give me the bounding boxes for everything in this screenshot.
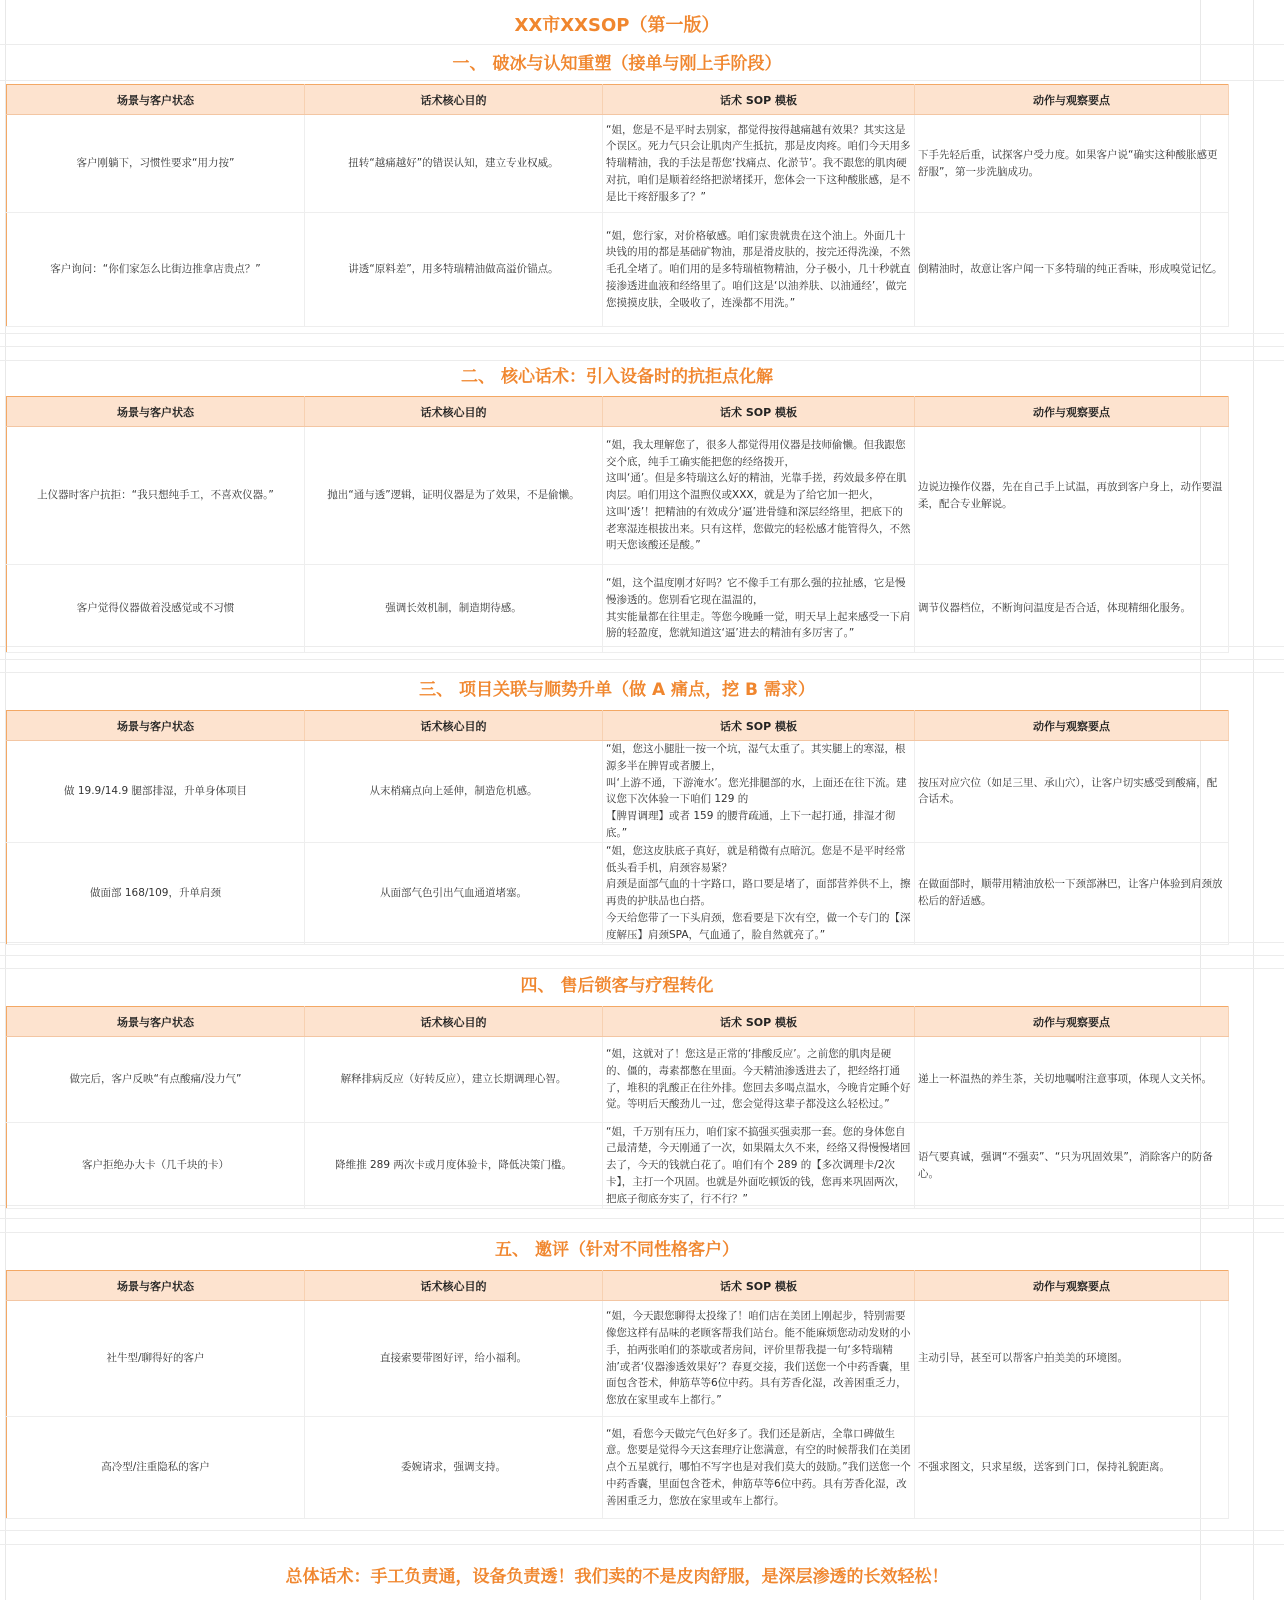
action-cell[interactable]: 下手先轻后重，试探客户受力度。如果客户说“确实这种酸胀感更舒服”，第一步洗脑成功。 (915, 115, 1229, 213)
column-header: 话术核心目的 (305, 397, 603, 427)
scene-cell[interactable]: 客户觉得仪器做着没感觉或不习惯 (7, 565, 305, 653)
script-cell[interactable]: “姐，今天跟您聊得太投缘了！咱们店在美团上刚起步，特别需要像您这样有品味的老顾客帮我们站台。能不能麻烦您动动发财的小手，拍两张咱们的茶歇或者房间，评价里帮我提一句‘多特瑞精油’或者‘仪器渗透效果好’？春夏交接，我们送您一个中药香囊，里面包含苍术，伸筋草等6位中药。具有芳香化湿，改善困重乏力，您放在家里或车上都行。” (603, 1301, 915, 1417)
column-header: 话术核心目的 (305, 1271, 603, 1301)
table-row (7, 427, 1229, 565)
column-header: 话术核心目的 (305, 85, 603, 115)
action-cell[interactable]: 语气要真诚，强调“不强卖”、“只为巩固效果”，消除客户的防备心。 (915, 1123, 1229, 1209)
column-header: 场景与客户状态 (7, 397, 305, 427)
purpose-cell[interactable]: 直接索要带图好评，给小福利。 (305, 1301, 603, 1417)
table-row (7, 1417, 1229, 1519)
scene-cell[interactable]: 做面部 168/109，升单肩颈 (7, 842, 305, 944)
section-title: 一、 破冰与认知重塑（接单与刚上手阶段） (452, 54, 782, 74)
column-header: 话术 SOP 模板 (603, 85, 915, 115)
section-table (6, 1006, 1229, 1209)
grid-line (0, 659, 1284, 660)
grid-line (0, 346, 1284, 347)
table-row (7, 115, 1229, 213)
grid-line (0, 968, 1284, 969)
script-cell[interactable]: “姐，看您今天做完气色好多了。我们还是新店，全靠口碑做生意。您要是觉得今天这套理疗让您满意，有空的时候帮我们在美团点个五星就行，哪怕不写字也是对我们莫大的鼓励。”我们送您一个中药香囊，里面包含苍术，伸筋草等6位中药。具有芳香化湿，改善困重乏力，您放在家里或车上都行。 (603, 1417, 915, 1519)
scene-cell[interactable]: 上仪器时客户抗拒：“我只想纯手工，不喜欢仪器。” (7, 427, 305, 565)
table-row (7, 1123, 1229, 1209)
script-cell[interactable]: “姐，您是不是平时去别家，都觉得按得越痛越有效果？其实这是个误区。死力气只会让肌肉产生抵抗，那是皮肉疼。咱们今天用多特瑞精油，我的手法是帮您‘找痛点、化淤节’。我不跟您的肌肉硬对抗，咱们是顺着经络把淤堵揉开，您体会一下这种酸胀感，是不是比干疼舒服多了？” (603, 115, 915, 213)
action-cell[interactable]: 调节仪器档位，不断询问温度是否合适，体现精细化服务。 (915, 565, 1229, 653)
grid-line (0, 955, 1284, 956)
script-cell[interactable]: “姐，您这皮肤底子真好，就是稍微有点暗沉。您是不是平时经常低头看手机，肩颈容易紧？ 肩颈是面部气血的十字路口，路口要是堵了，面部营养供不上，擦再贵的护肤品也白搭。 今天给您带了一下头肩颈，您看要是下次有空，做一个专门的【深度解压】肩颈SPA，气血通了，脸自然就亮了。” (603, 842, 915, 944)
column-header: 话术 SOP 模板 (603, 711, 915, 741)
action-cell[interactable]: 主动引导，甚至可以帮客户拍美美的环境图。 (915, 1301, 1229, 1417)
section-title: 二、 核心话术：引入设备时的抗拒点化解 (461, 367, 773, 387)
grid-line (0, 672, 1284, 673)
action-cell[interactable]: 在做面部时，顺带用精油放松一下颈部淋巴，让客户体验到肩颈放松后的舒适感。 (915, 842, 1229, 944)
column-header: 场景与客户状态 (7, 1271, 305, 1301)
script-cell[interactable]: “姐，这个温度刚才好吗？它不像手工有那么强的拉扯感，它是慢慢渗透的。您别看它现在温温的， 其实能量都在往里走。等您今晚睡一觉，明天早上起来感受一下肩膀的轻盈度，您就知道这‘逼’进去的精油有多厉害了。” (603, 565, 915, 653)
scene-cell[interactable]: 做完后，客户反映“有点酸痛/没力气” (7, 1037, 305, 1123)
table-row (7, 1037, 1229, 1123)
action-cell[interactable]: 不强求图文，只求星级，送客到门口，保持礼貌距离。 (915, 1417, 1229, 1519)
column-header: 场景与客户状态 (7, 1007, 305, 1037)
scene-cell[interactable]: 客户拒绝办大卡（几千块的卡） (7, 1123, 305, 1209)
grid-line (0, 1530, 1284, 1531)
table-header-row (7, 711, 1229, 741)
column-header: 动作与观察要点 (915, 397, 1229, 427)
column-header: 动作与观察要点 (915, 1007, 1229, 1037)
table-row (7, 1301, 1229, 1417)
section-table (6, 84, 1229, 327)
action-cell[interactable]: 边说边操作仪器，先在自己手上试温，再放到客户身上，动作要温柔，配合专业解说。 (915, 427, 1229, 565)
table-header-row (7, 1007, 1229, 1037)
grid-line (0, 360, 1284, 361)
column-header: 动作与观察要点 (915, 85, 1229, 115)
purpose-cell[interactable]: 委婉请求，强调支持。 (305, 1417, 603, 1519)
section-table (6, 710, 1229, 945)
script-cell[interactable]: “姐，这就对了！您这是正常的‘排酸反应’。之前您的肌肉是硬的、僵的，毒素都憋在里面。今天精油渗透进去了，把经络打通了，堆积的乳酸正在往外排。您回去多喝点温水，今晚肯定睡个好觉。等明后天酸劲儿一过，您会觉得这辈子都没这么轻松过。” (603, 1037, 915, 1123)
purpose-cell[interactable]: 抛出“通与透”逻辑，证明仪器是为了效果，不是偷懒。 (305, 427, 603, 565)
column-header: 话术核心目的 (305, 1007, 603, 1037)
table-row (7, 842, 1229, 944)
column-header: 话术 SOP 模板 (603, 1271, 915, 1301)
grid-line (0, 80, 1284, 81)
purpose-cell[interactable]: 解释排病反应（好转反应），建立长期调理心智。 (305, 1037, 603, 1123)
script-cell[interactable]: “姐，千万别有压力，咱们家不搞强买强卖那一套。您的身体您自己最清楚，今天刚通了一次，如果隔太久不来，经络又得慢慢堵回去了，今天的钱就白花了。咱们有个 289 的【多次调理卡/2次卡】，主打一个巩固。也就是外面吃顿饭的钱，您再来巩固两次，把底子彻底夯实了，行不行？” (603, 1123, 915, 1209)
grid-line (0, 44, 1284, 45)
sheet-title: XX市XXSOP（第一版） (514, 15, 720, 36)
summary-slogan: 总体话术：手工负责通，设备负责透！我们卖的不是皮肉舒服，是深层渗透的长效轻松！ (285, 1567, 949, 1587)
purpose-cell[interactable]: 降维推 289 两次卡或月度体验卡，降低决策门槛。 (305, 1123, 603, 1209)
column-header: 话术核心目的 (305, 711, 603, 741)
grid-line (1253, 0, 1254, 1600)
script-cell[interactable]: “姐，您这小腿肚一按一个坑，湿气太重了。其实腿上的寒湿，根源多半在脾胃或者腰上， 叫‘上游不通，下游淹水’。您光排腿部的水，上面还在往下流。建议您下次体验一下咱们 129 的 【脾胃调理】或者 159 的腰背疏通，上下一起打通，排湿才彻底。” (603, 741, 915, 843)
grid-line (0, 1218, 1284, 1219)
column-header: 话术 SOP 模板 (603, 397, 915, 427)
column-header: 场景与客户状态 (7, 85, 305, 115)
grid-line (0, 1544, 1284, 1545)
column-header: 动作与观察要点 (915, 1271, 1229, 1301)
column-header: 场景与客户状态 (7, 711, 305, 741)
section-table (6, 1270, 1229, 1519)
purpose-cell[interactable]: 扭转“越痛越好”的错误认知，建立专业权威。 (305, 115, 603, 213)
script-cell[interactable]: “姐，我太理解您了，很多人都觉得用仪器是技师偷懒。但我跟您交个底，纯手工确实能把您的经络拨开， 这叫‘通’。但是多特瑞这么好的精油，光靠手搓，药效最多停在肌肉层。咱们用这个温煦仪或XXX，就是为了给它加一把火， 这叫‘透’！把精油的有效成分‘逼’进骨缝和深层经络里，把底下的老寒湿连根拔出来。只有这样，您做完的轻松感才能管得久，不然明天您该酸还是酸。” (603, 427, 915, 565)
section-table (6, 396, 1229, 653)
purpose-cell[interactable]: 讲透“原料差”，用多特瑞精油做高溢价锚点。 (305, 213, 603, 327)
purpose-cell[interactable]: 从面部气色引出气血通道堵塞。 (305, 842, 603, 944)
section-title: 四、 售后锁客与疗程转化 (520, 976, 714, 996)
scene-cell[interactable]: 客户询问：“你们家怎么比街边推拿店贵点？” (7, 213, 305, 327)
table-row (7, 565, 1229, 653)
scene-cell[interactable]: 高冷型/注重隐私的客户 (7, 1417, 305, 1519)
action-cell[interactable]: 倒精油时，故意让客户闻一下多特瑞的纯正香味，形成嗅觉记忆。 (915, 213, 1229, 327)
table-header-row (7, 397, 1229, 427)
table-row (7, 213, 1229, 327)
grid-line (0, 333, 1284, 334)
purpose-cell[interactable]: 强调长效机制，制造期待感。 (305, 565, 603, 653)
grid-line (0, 1232, 1284, 1233)
scene-cell[interactable]: 做 19.9/14.9 腿部排湿，升单身体项目 (7, 741, 305, 843)
action-cell[interactable]: 按压对应穴位（如足三里、承山穴），让客户切实感受到酸痛，配合话术。 (915, 741, 1229, 843)
scene-cell[interactable]: 客户刚躺下，习惯性要求“用力按” (7, 115, 305, 213)
scene-cell[interactable]: 社牛型/聊得好的客户 (7, 1301, 305, 1417)
table-header-row (7, 1271, 1229, 1301)
table-header-row (7, 85, 1229, 115)
script-cell[interactable]: “姐，您行家，对价格敏感。咱们家贵就贵在这个油上。外面几十块钱的用的都是基础矿物油，那是滑皮肤的，按完还得洗澡，不然毛孔全堵了。咱们用的是多特瑞植物精油，分子极小，几十秒就直接渗透进血液和经络里了。咱们这是‘以油养肤、以油通经’，做完您摸摸皮肤，全吸收了，连澡都不用洗。” (603, 213, 915, 327)
section-title: 三、 项目关联与顺势升单（做 A 痛点，挖 B 需求） (419, 680, 815, 700)
column-header: 动作与观察要点 (915, 711, 1229, 741)
section-title: 五、 邀评（针对不同性格客户） (495, 1240, 739, 1260)
table-row (7, 741, 1229, 843)
column-header: 话术 SOP 模板 (603, 1007, 915, 1037)
purpose-cell[interactable]: 从末梢痛点向上延伸，制造危机感。 (305, 741, 603, 843)
action-cell[interactable]: 递上一杯温热的养生茶，关切地嘱咐注意事项，体现人文关怀。 (915, 1037, 1229, 1123)
